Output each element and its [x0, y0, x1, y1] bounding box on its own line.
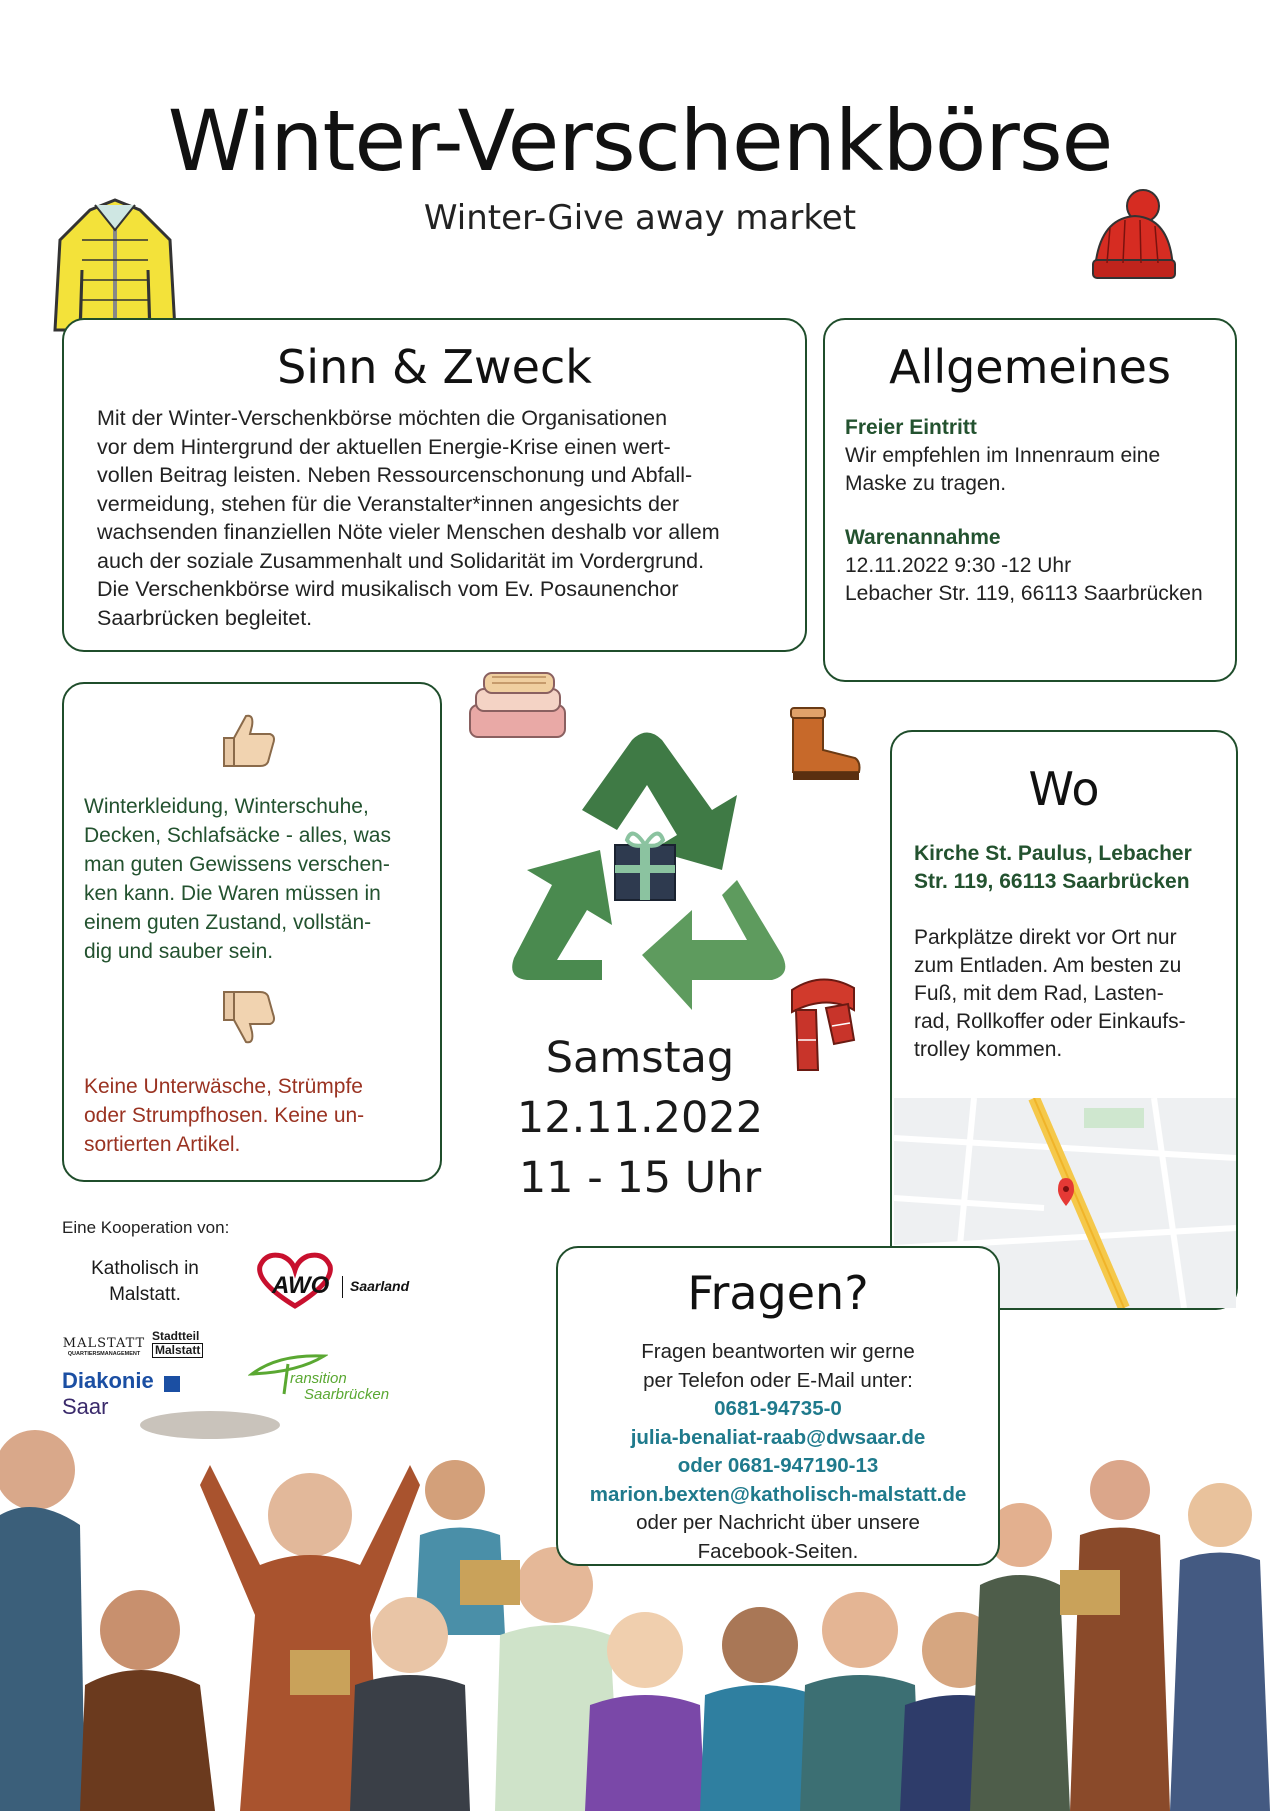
questions-outro: oder per Nachricht über unsere	[636, 1511, 920, 1534]
excluded-line: oder Strumpfhosen. Keine un-	[84, 1104, 365, 1127]
allowed-line: Decken, Schlafsäcke - alles, was	[84, 824, 391, 847]
phone-link[interactable]: 0681-94735-0	[714, 1397, 842, 1420]
purpose-line: Mit der Winter-Verschenkbörse möchten die Organisationen	[97, 406, 668, 430]
beanie-icon	[1085, 188, 1180, 288]
allowed-line: man guten Gewissens verschen-	[84, 853, 390, 876]
recycle-icon	[482, 730, 812, 1030]
thumbs-down-icon	[216, 986, 280, 1050]
purpose-box	[62, 318, 807, 652]
purpose-heading: Sinn & Zweck	[277, 340, 592, 394]
entry-label: Freier Eintritt	[845, 416, 977, 439]
location-info: Parkplätze direkt vor Ort nur	[914, 926, 1177, 949]
page-title: Winter-Verschenkbörse	[167, 92, 1113, 190]
location-address: Str. 119, 66113 Saarbrücken	[914, 870, 1190, 893]
questions-box	[556, 1246, 1000, 1566]
entry-line: Maske zu tragen.	[845, 472, 1007, 495]
location-heading: Wo	[1028, 762, 1100, 816]
annahme-address: Lebacher Str. 119, 66113 Saarbrücken	[845, 582, 1203, 605]
purpose-line: Die Verschenkbörse wird musikalisch vom Ev. Posaunenchor	[97, 577, 679, 601]
email-link[interactable]: julia-benaliat-raab@dwsaar.de	[630, 1425, 926, 1449]
allowed-line: ken kann. Die Waren müssen in	[84, 882, 381, 905]
allowed-line: Winterkleidung, Winterschuhe,	[84, 795, 369, 818]
scarf-icon	[782, 970, 864, 1080]
location-info: trolley kommen.	[914, 1038, 1063, 1061]
questions-intro: per Telefon oder E-Mail unter:	[643, 1368, 913, 1392]
purpose-line: auch der soziale Zusammenhalt und Solidarität im Vordergrund.	[97, 548, 705, 573]
questions-heading: Fragen?	[687, 1266, 869, 1320]
boot-icon	[785, 706, 865, 786]
location-box	[890, 730, 1238, 1310]
event-day: Samstag	[545, 1033, 735, 1083]
excluded-line: Keine Unterwäsche, Strümpfe	[84, 1075, 363, 1098]
cooperation-label: Eine Kooperation von:	[62, 1218, 230, 1237]
allowed-line: dig und sauber sein.	[84, 940, 274, 963]
questions-intro: Fragen beantworten wir gerne	[641, 1340, 915, 1363]
diakonie-logo: Diakonie Saar	[62, 1368, 180, 1420]
allowed-line: einem guten Zustand, vollstän-	[84, 911, 372, 934]
general-box	[823, 318, 1237, 682]
questions-outro: Facebook-Seiten.	[697, 1539, 859, 1563]
location-info: Fuß, mit dem Rad, Lasten-	[914, 982, 1164, 1005]
purpose-line: vor dem Hintergrund der aktuellen Energie-Krise einen wert-	[97, 434, 671, 459]
purpose-line: Saarbrücken begleitet.	[97, 605, 313, 630]
location-address: Kirche St. Paulus, Lebacher	[914, 842, 1192, 865]
stadtteil-logo: Stadtteil Malstatt	[152, 1330, 203, 1358]
event-time: 11 - 15 Uhr	[518, 1153, 762, 1203]
phone-link[interactable]: oder 0681-947190-13	[677, 1454, 879, 1477]
entry-line: Wir empfehlen im Innenraum eine	[845, 444, 1161, 467]
thumbs-up-icon	[216, 708, 280, 772]
annahme-time: 12.11.2022 9:30 -12 Uhr	[845, 554, 1072, 577]
email-link[interactable]: marion.bexten@katholisch-malstatt.de	[589, 1482, 967, 1506]
page-subtitle: Winter-Give away market	[423, 198, 857, 238]
awo-logo: AWO Saarland	[250, 1252, 420, 1310]
purpose-line: vermeidung, stehen für die Veranstalter*innen angesichts der	[97, 491, 680, 516]
katholisch-logo: Katholisch in Malstatt.	[91, 1258, 199, 1305]
purpose-line: wachsenden finanziellen Nöte vieler Menschen deshalb vor allem	[97, 520, 720, 544]
items-box	[62, 682, 442, 1182]
location-info: zum Entladen. Am besten zu	[914, 954, 1182, 977]
annahme-label: Warenannahme	[845, 526, 1001, 549]
general-heading: Allgemeines	[889, 340, 1171, 394]
transition-logo: ransition Saarbrücken	[248, 1350, 418, 1410]
event-date: 12.11.2022	[516, 1093, 764, 1143]
event-datetime	[490, 1028, 790, 1208]
purpose-line: vollen Beitrag leisten. Neben Ressourcenschonung und Abfall-	[97, 463, 693, 487]
malstatt-logo: MALSTATT QUARTIERSMANAGEMENT	[62, 1336, 146, 1357]
excluded-line: sortierten Artikel.	[84, 1133, 241, 1156]
location-info: rad, Rollkoffer oder Einkaufs-	[914, 1010, 1186, 1033]
